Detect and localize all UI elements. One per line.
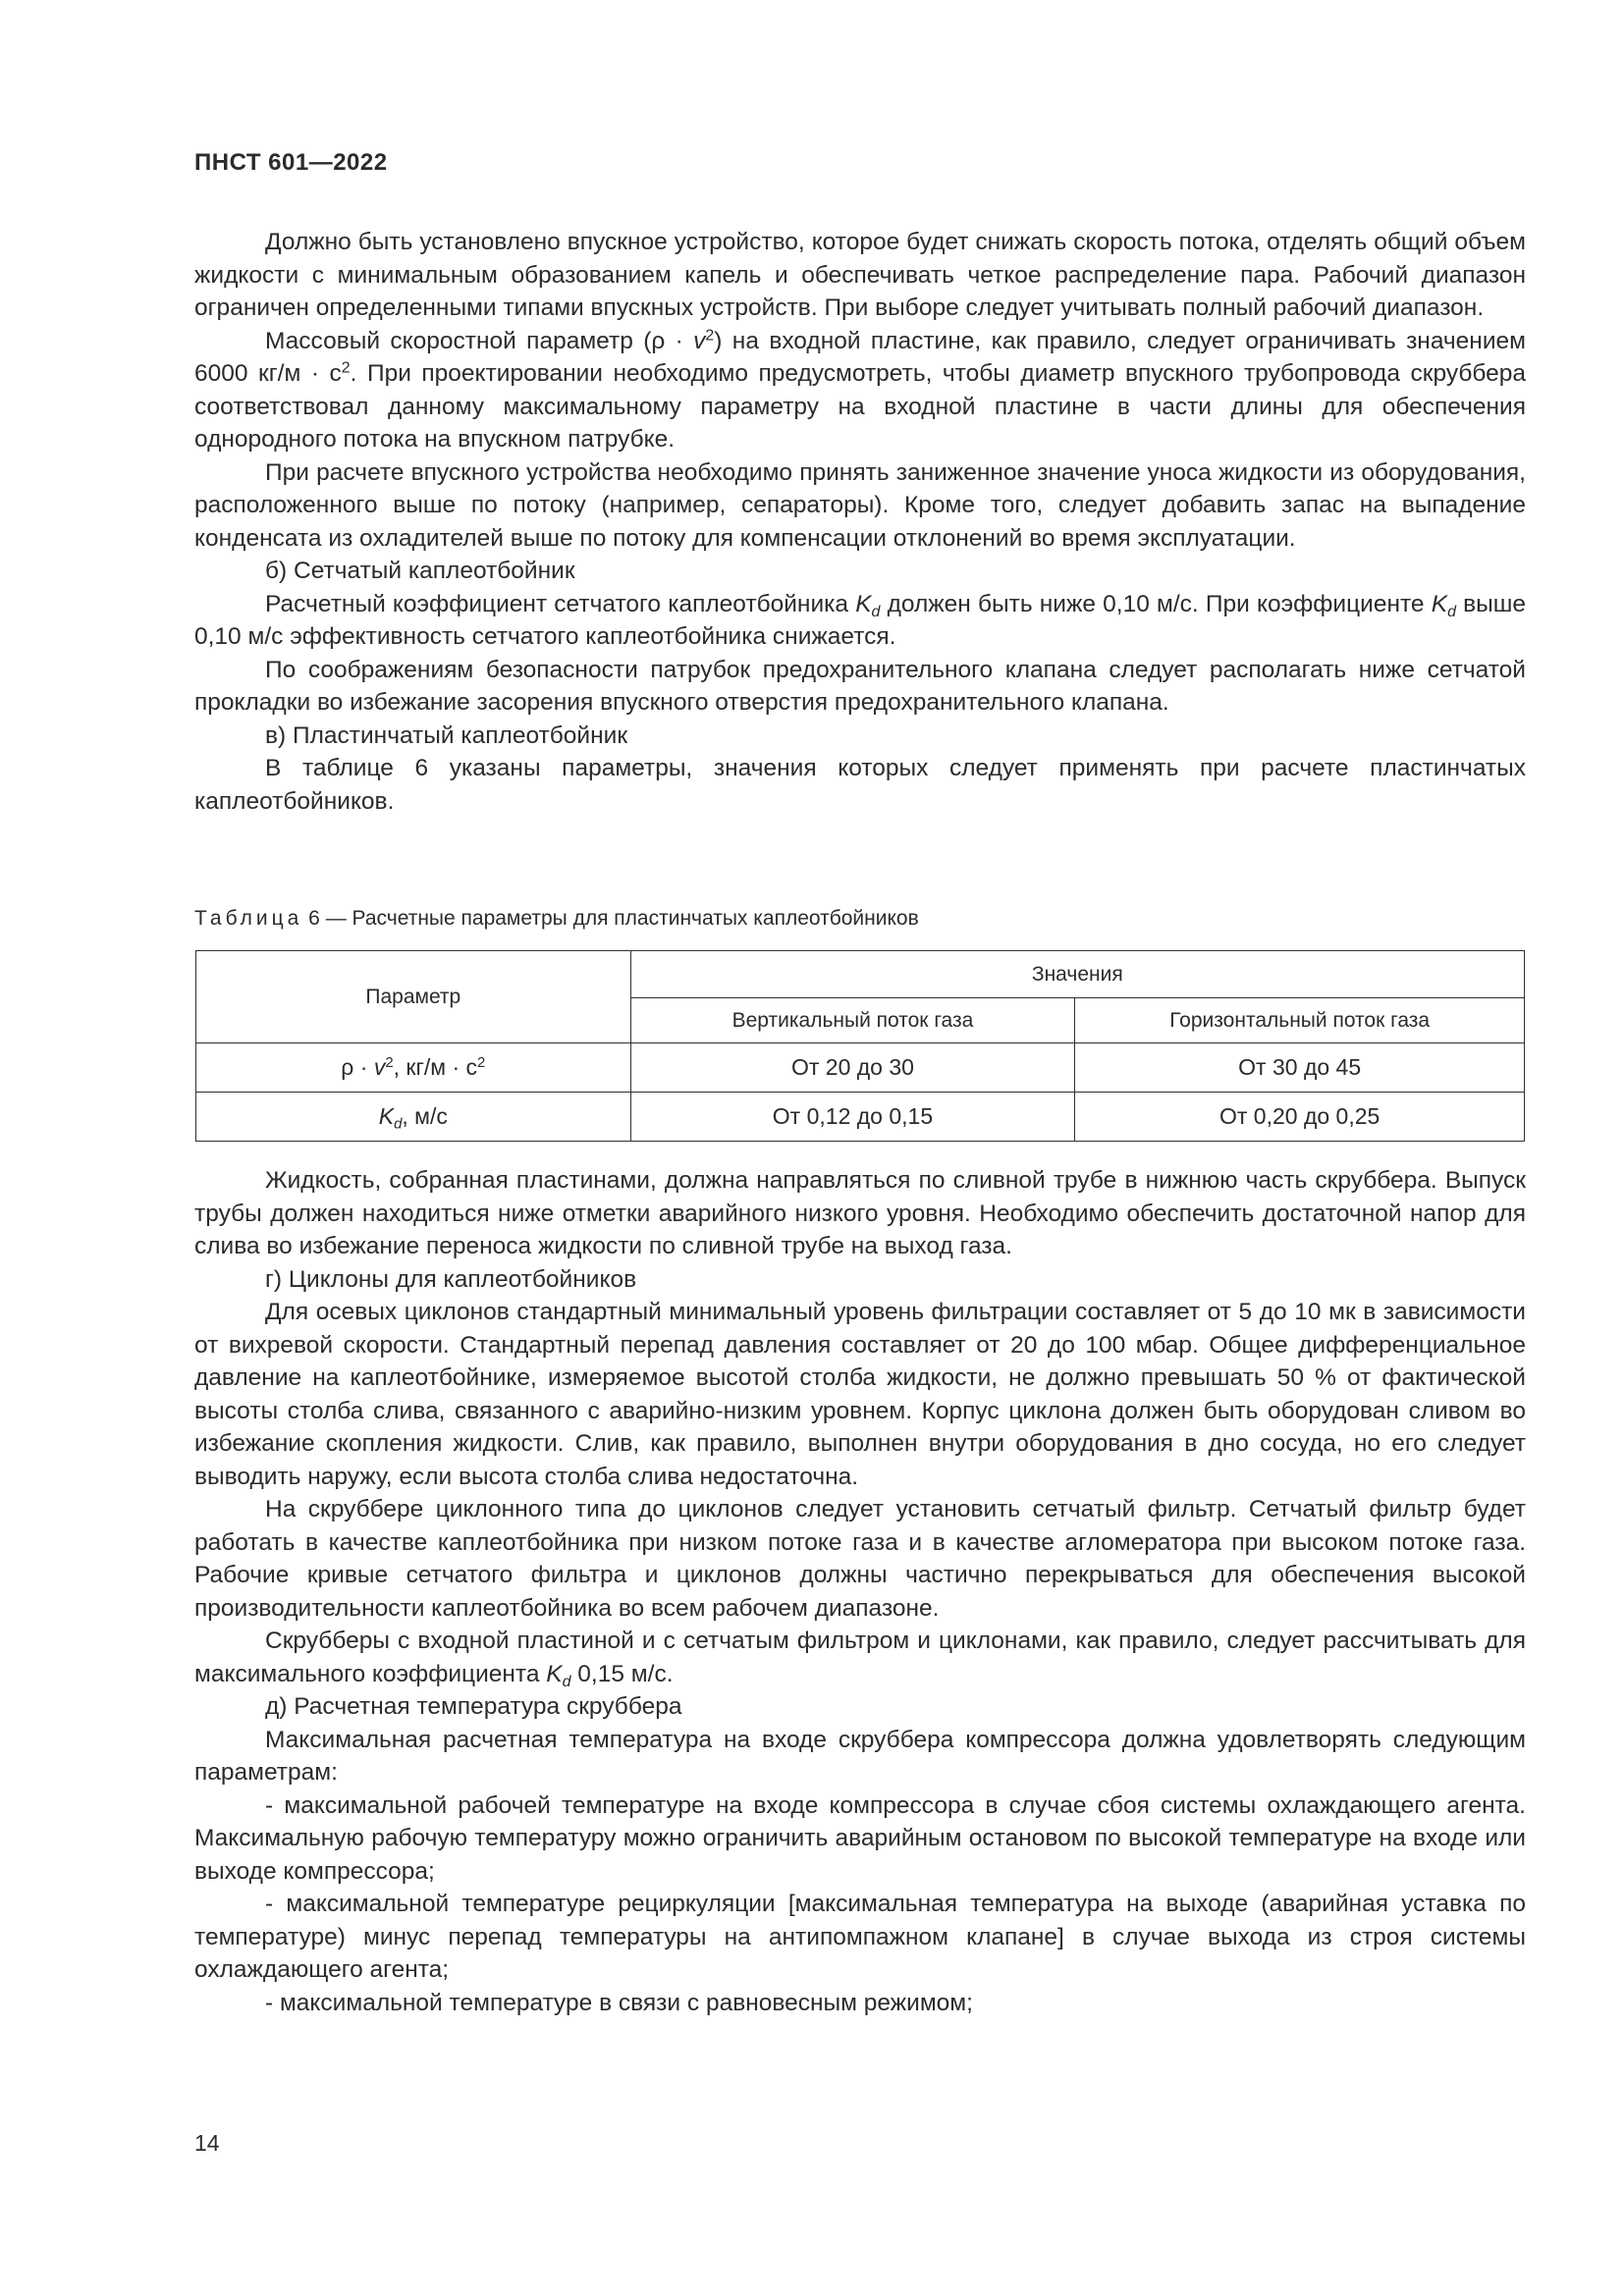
- table-cell-param: $\rho \cdot v^2$, $кг/м \cdot с^2$: [196, 1043, 631, 1093]
- table-caption: Таблица 6 — Расчетные параметры для пластинчатых каплеотбойников: [194, 907, 919, 930]
- table-header-horizontal-flow: Горизонтальный поток газа: [1075, 998, 1525, 1043]
- paragraph-liquid-carryover: При расчете впускного устройства необходимо принять заниженное значение уноса жидкости из оборудования, расположенного выше по потоку (например, сепараторы). Кроме того, следует добавить запас на выпадение конденсата из охладителей выше по потоку для компенсации отклонений во время эксплуатации.: [194, 458, 1526, 552]
- paragraph-cyclone-scrubber: На скруббере циклонного типа до циклонов следует установить сетчатый фильтр. Сетчатый фильтр будет работать в качестве каплеотбойника при низком потоке газа и в качестве агломератора при высоком потоке газа. Рабочие кривые сетчатого фильтра и циклонов должны частично перекрываться для обеспечения высокой производительности каплеотбойника во всем рабочем диапазоне.: [194, 1496, 1526, 1622]
- section-mesh-demister: б) Сетчатый каплеотбойник: [265, 558, 575, 584]
- paragraph-mass-velocity: Массовый скоростной параметр $(\rho \cdot v^2)$ на входной пластине, как правило, следует ограничивать значением 6000 $кг/м \cdot с^2$. При проектировании необходимо предусмотреть, чтобы диаметр впускного трубопровода скруббера соответствовал данному максимальному параметру на входной пластине в части длины для обеспечения однородного потока на впускном патрубке.: [194, 326, 1527, 453]
- section-design-temperature: д) Расчетная температура скруббера: [265, 1693, 682, 1720]
- table-cell-vertical: От 20 до 30: [630, 1043, 1075, 1093]
- table-cell-param: $K_d$, м/с: [196, 1093, 631, 1142]
- table-row: [196, 1093, 1525, 1142]
- table-cell-vertical: От 0,12 до 0,15: [630, 1093, 1075, 1142]
- table-row: [196, 1043, 1525, 1093]
- paragraph-inlet-device: Должно быть установлено впускное устройство, которое будет снижать скорость потока, отделять общий объем жидкости с минимальным образованием капель и обеспечивать четкое распределение пара. Рабочий диапазон ограничен определенными типами впускных устройств. При выборе следует учитывать полный рабочий диапазон.: [194, 229, 1526, 321]
- section-vane-demister: в) Пластинчатый каплеотбойник: [265, 721, 628, 749]
- page-number: 14: [194, 2130, 220, 2156]
- table-header-values: Значения: [630, 951, 1524, 998]
- section-cyclones: г) Циклоны для каплеотбойников: [265, 1265, 637, 1293]
- text-block-bottom: [194, 1164, 1526, 2019]
- text-block-top: [194, 226, 1526, 818]
- standard-designation: ПНСТ 601—2022: [194, 149, 388, 176]
- paragraph-table-reference: В таблице 6 указаны параметры, значения которых следует применять при расчете пластинчатых каплеотбойников.: [194, 755, 1526, 815]
- paragraph-axial-cyclones: Для осевых циклонов стандартный минимальный уровень фильтрации составляет от 5 до 10 мк в зависимости от вихревой скорости. Стандартный перепад давления составляет от 20 до 100 мбар. Общее дифференциальное давление на каплеотбойнике, измеряемое высотой столба жидкости, не должно превышать 50 % от фактической высоты столба слива, связанного с аварийно-низким уровнем. Корпус циклона должен быть оборудован сливом во избежание скопления жидкости. Слив, как правило, выполнен внутри оборудования в дно сосуда, но его следует выводить наружу, если высота столба слива недостаточна.: [194, 1299, 1526, 1490]
- list-item: - максимальной температуре в связи с равновесным режимом;: [265, 1989, 973, 2016]
- table-header-vertical-flow: Вертикальный поток газа: [630, 998, 1075, 1043]
- list-item: - максимальной рабочей температуре на входе компрессора в случае сбоя системы охлаждающего агента. Максимальную рабочую температуру можно ограничить аварийным остановом по высокой температуре на входе или выходе компрессора;: [194, 1791, 1526, 1885]
- paragraph-kd-coefficient: Расчетный коэффициент сетчатого каплеотбойника $K_d$ должен быть ниже 0,10 м/с. При коэффициенте $K_d$ выше 0,10 м/с эффективность сетчатого каплеотбойника снижается.: [194, 590, 1526, 650]
- table-header-parameter: Параметр: [196, 951, 631, 1043]
- table-cell-horizontal: От 0,20 до 0,25: [1075, 1093, 1525, 1142]
- parameters-table: [195, 950, 1525, 1142]
- paragraph-drain-pipe: Жидкость, собранная пластинами, должна направляться по сливной трубе в нижнюю часть скруббера. Выпуск трубы должен находиться ниже отметки аварийного низкого уровня. Необходимо обеспечить достаточной напор для слива во избежание переноса жидкости по сливной трубе на выход газа.: [194, 1167, 1526, 1259]
- paragraph-safety-valve: По соображениям безопасности патрубок предохранительного клапана следует располагать ниже сетчатой прокладки во избежание засорения впускного отверстия предохранительного клапана.: [194, 656, 1526, 716]
- table-cell-horizontal: От 30 до 45: [1075, 1043, 1525, 1093]
- list-item: - максимальной температуре рециркуляции [максимальная температура на выходе (аварийная уставка по температуре) минус перепад температуры на антипомпажном клапане] в случае выхода из строя системы охлаждающего агента;: [194, 1891, 1526, 1983]
- paragraph-scrubber-design: Скрубберы с входной пластиной и с сетчатым фильтром и циклонами, как правило, следует рассчитывать для максимального коэффициента $K_d$ 0,15 м/с.: [194, 1628, 1526, 1690]
- paragraph-max-temperature: Максимальная расчетная температура на входе скруббера компрессора должна удовлетворять следующим параметрам:: [194, 1726, 1526, 1786]
